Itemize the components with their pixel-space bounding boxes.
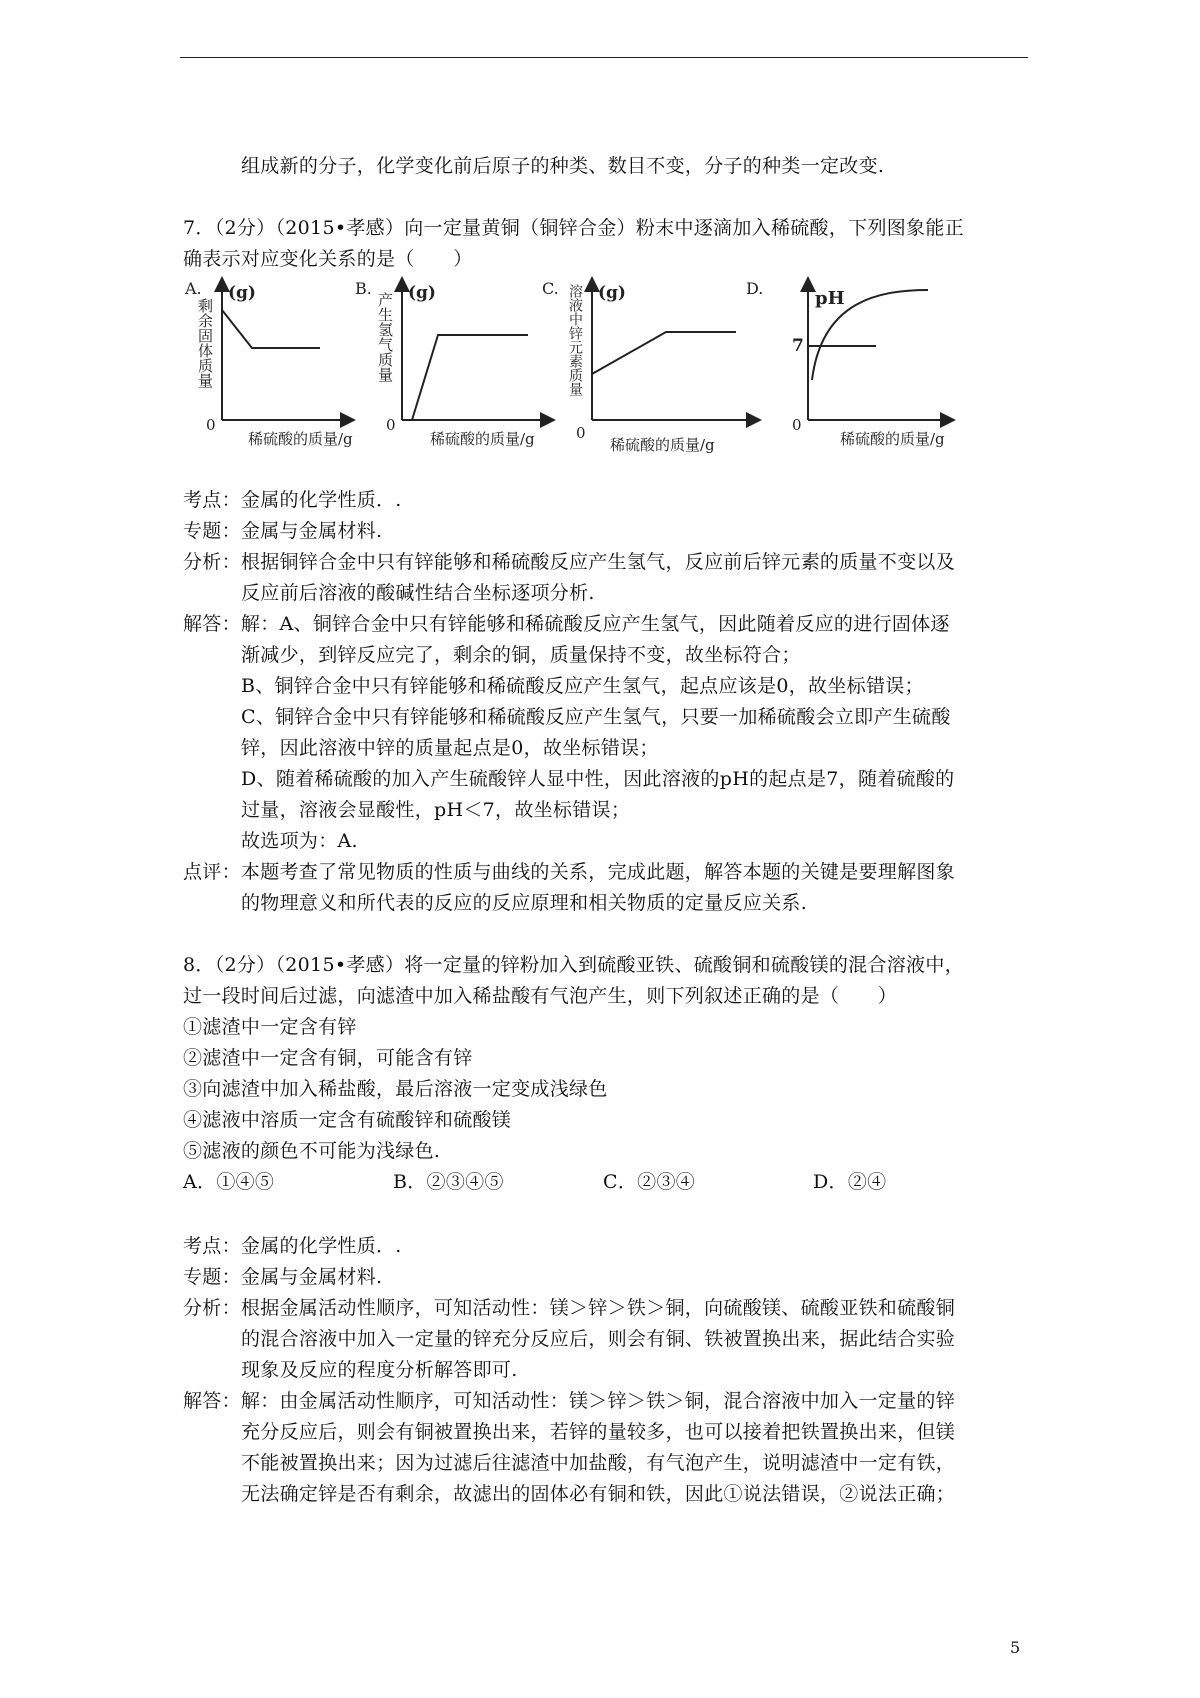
q8-zhuanti: 专题：金属与金属材料. (183, 1266, 383, 1288)
page-number: 5 (1010, 1638, 1021, 1657)
q8-stem-line1: 8．（2分）（2015•孝感）将一定量的锌粉加入到硫酸亚铁、硫酸铜和硫酸镁的混合溶液中， (183, 954, 964, 976)
graph-a-option: A. (185, 279, 202, 298)
q8-jieda-3: 不能被置换出来；因为过滤后往滤渣中加盐酸，有气泡产生，说明滤渣中一定有铁， (241, 1452, 956, 1474)
graph-b-curve (412, 335, 528, 420)
q7-stem-line1: 7．（2分）（2015•孝感）向一定量黄铜（铜锌合金）粉末中逐滴加入稀硫酸，下列图象能正 (183, 217, 964, 239)
q7-zhuanti: 专题：金属与金属材料. (183, 520, 383, 542)
q7-jieda-3: B、铜锌合金中只有锌能够和稀硫酸反应产生氢气，起点应该是0，故坐标错误； (241, 675, 924, 697)
graph-b (355, 279, 552, 448)
q7-graphs (180, 270, 1060, 470)
graph-a-curve (222, 310, 320, 348)
q8-fenxi-1: 分析：根据金属活动性顺序，可知活动性：镁＞锌＞铁＞铜，向硫酸镁、硫酸亚铁和硫酸铜 (183, 1297, 956, 1319)
graph-c-ylabel: 溶液中锌元素质量 (567, 284, 583, 396)
graph-d-ylabel: pH (815, 288, 845, 309)
q8-jieda-2: 充分反应后，则会有铜被置换出来，若锌的量较多，也可以接着把铁置换出来，但镁 (241, 1421, 956, 1443)
q8-option-a: A．①④⑤ (183, 1171, 275, 1193)
q8-fenxi-3: 现象及反应的程度分析解答即可. (241, 1359, 518, 1381)
q8-jieda-1: 解答：解：由金属活动性顺序，可知活动性：镁＞锌＞铁＞铜，混合溶液中加入一定量的锌 (183, 1390, 956, 1412)
q8-statement-3: ③向滤渣中加入稀盐酸，最后溶液一定变成浅绿色 (183, 1078, 608, 1100)
graph-a (184, 279, 353, 448)
q7-jieda-7: 过量，溶液会显酸性，pH＜7，故坐标错误； (241, 799, 631, 821)
graph-c-yunit: (g) (598, 283, 626, 303)
graph-c-origin: 0 (576, 424, 586, 442)
graph-d (746, 279, 952, 448)
graph-d-tick: 7 (792, 336, 804, 356)
graph-a-origin: 0 (206, 416, 216, 434)
graph-d-xlabel: 稀硫酸的质量/g (840, 430, 945, 448)
graph-d-option: D. (746, 279, 764, 298)
q7-kaodian: 考点：金属的化学性质．. (183, 489, 402, 511)
q8-stem-line2: 过一段时间后过滤，向滤渣中加入稀盐酸有气泡产生，则下列叙述正确的是（ ） (183, 985, 898, 1007)
q8-option-c: C．②③④ (603, 1171, 696, 1193)
q7-jieda-8: 故选项为：A. (241, 830, 358, 852)
graph-b-yunit: (g) (408, 283, 436, 303)
q8-statement-2: ②滤渣中一定含有铜，可能含有锌 (183, 1047, 473, 1069)
graph-b-option: B. (355, 279, 372, 298)
q7-dianping-2: 的物理意义和所代表的反应的反应原理和相关物质的定量反应关系. (241, 892, 808, 914)
graph-a-yunit: (g) (228, 283, 256, 303)
q7-fenxi-2: 反应前后溶液的酸碱性结合坐标逐项分析. (241, 582, 595, 604)
graph-d-origin: 0 (792, 416, 802, 434)
q7-dianping-1: 点评：本题考查了常见物质的性质与曲线的关系，完成此题，解答本题的关键是要理解图象 (183, 861, 956, 883)
graph-c (542, 279, 758, 454)
graph-c-option: C. (542, 279, 559, 298)
q7-jieda-2: 渐减少，到锌反应完了，剩余的铜，质量保持不变，故坐标符合； (241, 644, 801, 666)
q7-jieda-5: 锌，因此溶液中锌的质量起点是0，故坐标错误； (241, 737, 659, 759)
q8-jieda-4: 无法确定锌是否有剩余，故滤出的固体必有铜和铁，因此①说法错误，②说法正确； (241, 1483, 956, 1505)
graph-c-xlabel: 稀硫酸的质量/g (610, 436, 715, 454)
q8-option-d: D．②④ (813, 1171, 887, 1193)
continuation-text: 组成新的分子，化学变化前后原子的种类、数目不变，分子的种类一定改变. (241, 155, 885, 177)
q8-statement-4: ④滤液中溶质一定含有硫酸锌和硫酸镁 (183, 1109, 512, 1131)
q7-fenxi-1: 分析：根据铜锌合金中只有锌能够和稀硫酸反应产生氢气，反应前后锌元素的质量不变以及 (183, 551, 956, 573)
q7-stem-line2: 确表示对应变化关系的是（ ） (183, 248, 473, 270)
graph-a-xlabel: 稀硫酸的质量/g (248, 430, 353, 448)
q8-statement-1: ①滤渣中一定含有锌 (183, 1016, 357, 1038)
q7-jieda-1: 解答：解：A、铜锌合金中只有锌能够和稀硫酸反应产生氢气，因此随着反应的进行固体逐 (183, 613, 950, 635)
q7-jieda-4: C、铜锌合金中只有锌能够和稀硫酸反应产生氢气，只要一加稀硫酸会立即产生硫酸 (241, 706, 951, 728)
header-rule (180, 57, 1028, 58)
graph-b-xlabel: 稀硫酸的质量/g (430, 430, 535, 448)
graph-b-origin: 0 (386, 416, 396, 434)
q8-statement-5: ⑤滤液的颜色不可能为浅绿色. (183, 1140, 441, 1162)
graph-c-curve (592, 332, 736, 374)
q8-fenxi-2: 的混合溶液中加入一定量的锌充分反应后，则会有铜、铁被置换出来，据此结合实验 (241, 1328, 956, 1350)
graph-b-ylabel: 产生氢气质量 (376, 292, 394, 382)
q8-option-b: B．②③④⑤ (393, 1171, 504, 1193)
graph-a-ylabel: 剩余固体质量 (196, 298, 214, 388)
q7-jieda-6: D、随着稀硫酸的加入产生硫酸锌人显中性，因此溶液的pH的起点是7，随着硫酸的 (241, 768, 955, 790)
q8-kaodian: 考点：金属的化学性质．. (183, 1235, 402, 1257)
